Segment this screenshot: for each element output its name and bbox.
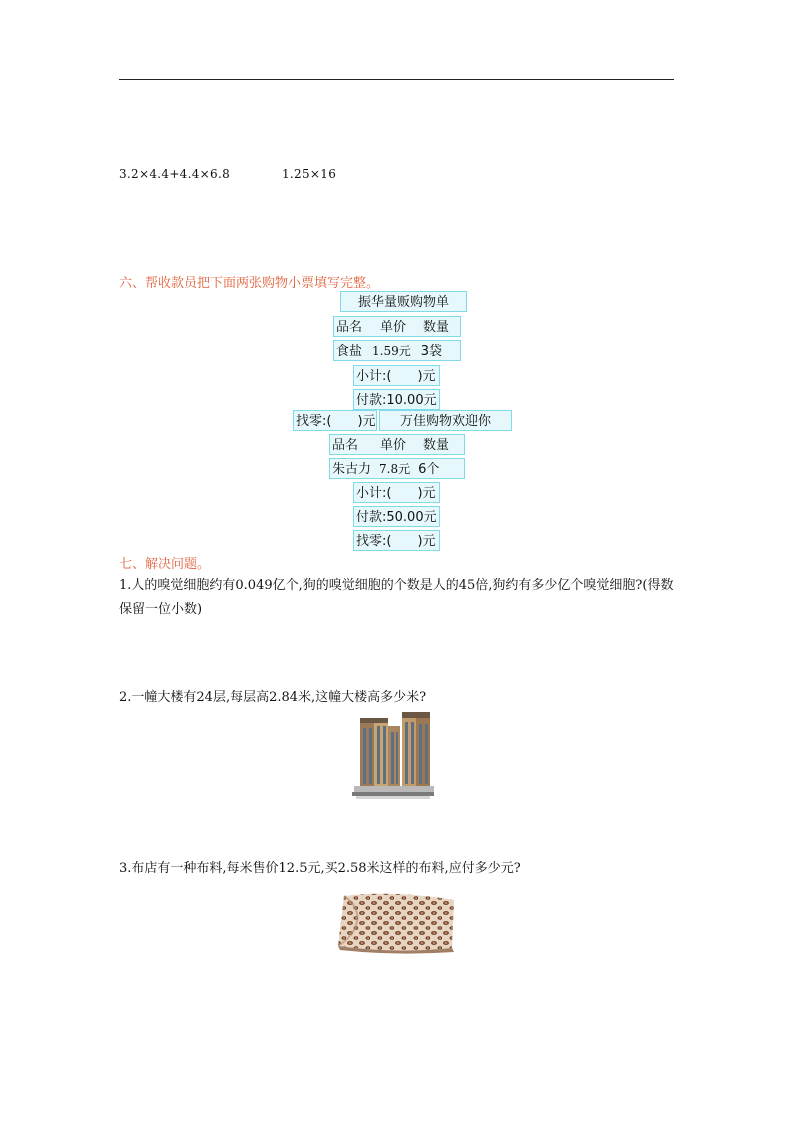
receipt1-item-price: 1.59元 [372, 344, 411, 358]
receipt1-item-name: 食盐 [336, 344, 363, 359]
receipt2-item-price: 7.8元 [379, 462, 411, 476]
question-3: 3.布店有一种布料,每米售价12.5元,买2.58米这样的布料,应付多少元? [119, 861, 521, 876]
receipt2-header-price: 单价 [380, 438, 407, 453]
receipt1-header-row [333, 316, 461, 337]
receipt2-item-row [329, 458, 465, 479]
receipt2-header-qty: 数量 [423, 438, 450, 453]
receipt1-item-qty: 3袋 [420, 344, 443, 359]
receipt2-shop-name: 万佳购物欢迎你 [379, 410, 512, 431]
receipt1-change: 找零:( )元 [293, 410, 377, 431]
header-rule [119, 79, 674, 80]
receipt1-header-qty: 数量 [423, 320, 450, 335]
section-6-title: 六、帮收款员把下面两张购物小票填写完整。 [119, 276, 380, 291]
receipt1-header-name: 品名 [336, 320, 363, 335]
receipt2-header-name: 品名 [332, 438, 359, 453]
receipt2-header-row [329, 434, 465, 455]
receipt2-change: 找零:( )元 [353, 530, 440, 551]
section-7-title: 七、解决问题。 [119, 557, 211, 572]
building-image [352, 712, 434, 800]
receipt1-header-price: 单价 [380, 320, 407, 335]
question-1: 1.人的嗅觉细胞约有0.049亿个,狗的嗅觉细胞的个数是人的45倍,狗约有多少亿个嗅觉细胞?(得数保留一位小数) [119, 578, 674, 617]
receipt1-subtotal: 小计:( )元 [353, 365, 440, 386]
receipt1-paid: 付款:10.00元 [353, 389, 440, 410]
receipt2-paid: 付款:50.00元 [353, 506, 440, 527]
fabric-image [334, 890, 459, 954]
question-2: 2.一幢大楼有24层,每层高2.84米,这幢大楼高多少米? [119, 690, 427, 705]
receipt1-shop-name: 振华量贩购物单 [340, 291, 467, 312]
expression-2: 1.25×16 [282, 167, 337, 181]
receipt2-subtotal: 小计:( )元 [353, 482, 440, 503]
expression-1: 3.2×4.4+4.4×6.8 [119, 167, 230, 181]
receipt1-item-row [333, 340, 461, 361]
receipt2-item-qty: 6个 [418, 462, 440, 477]
receipt2-item-name: 朱古力 [332, 462, 372, 477]
